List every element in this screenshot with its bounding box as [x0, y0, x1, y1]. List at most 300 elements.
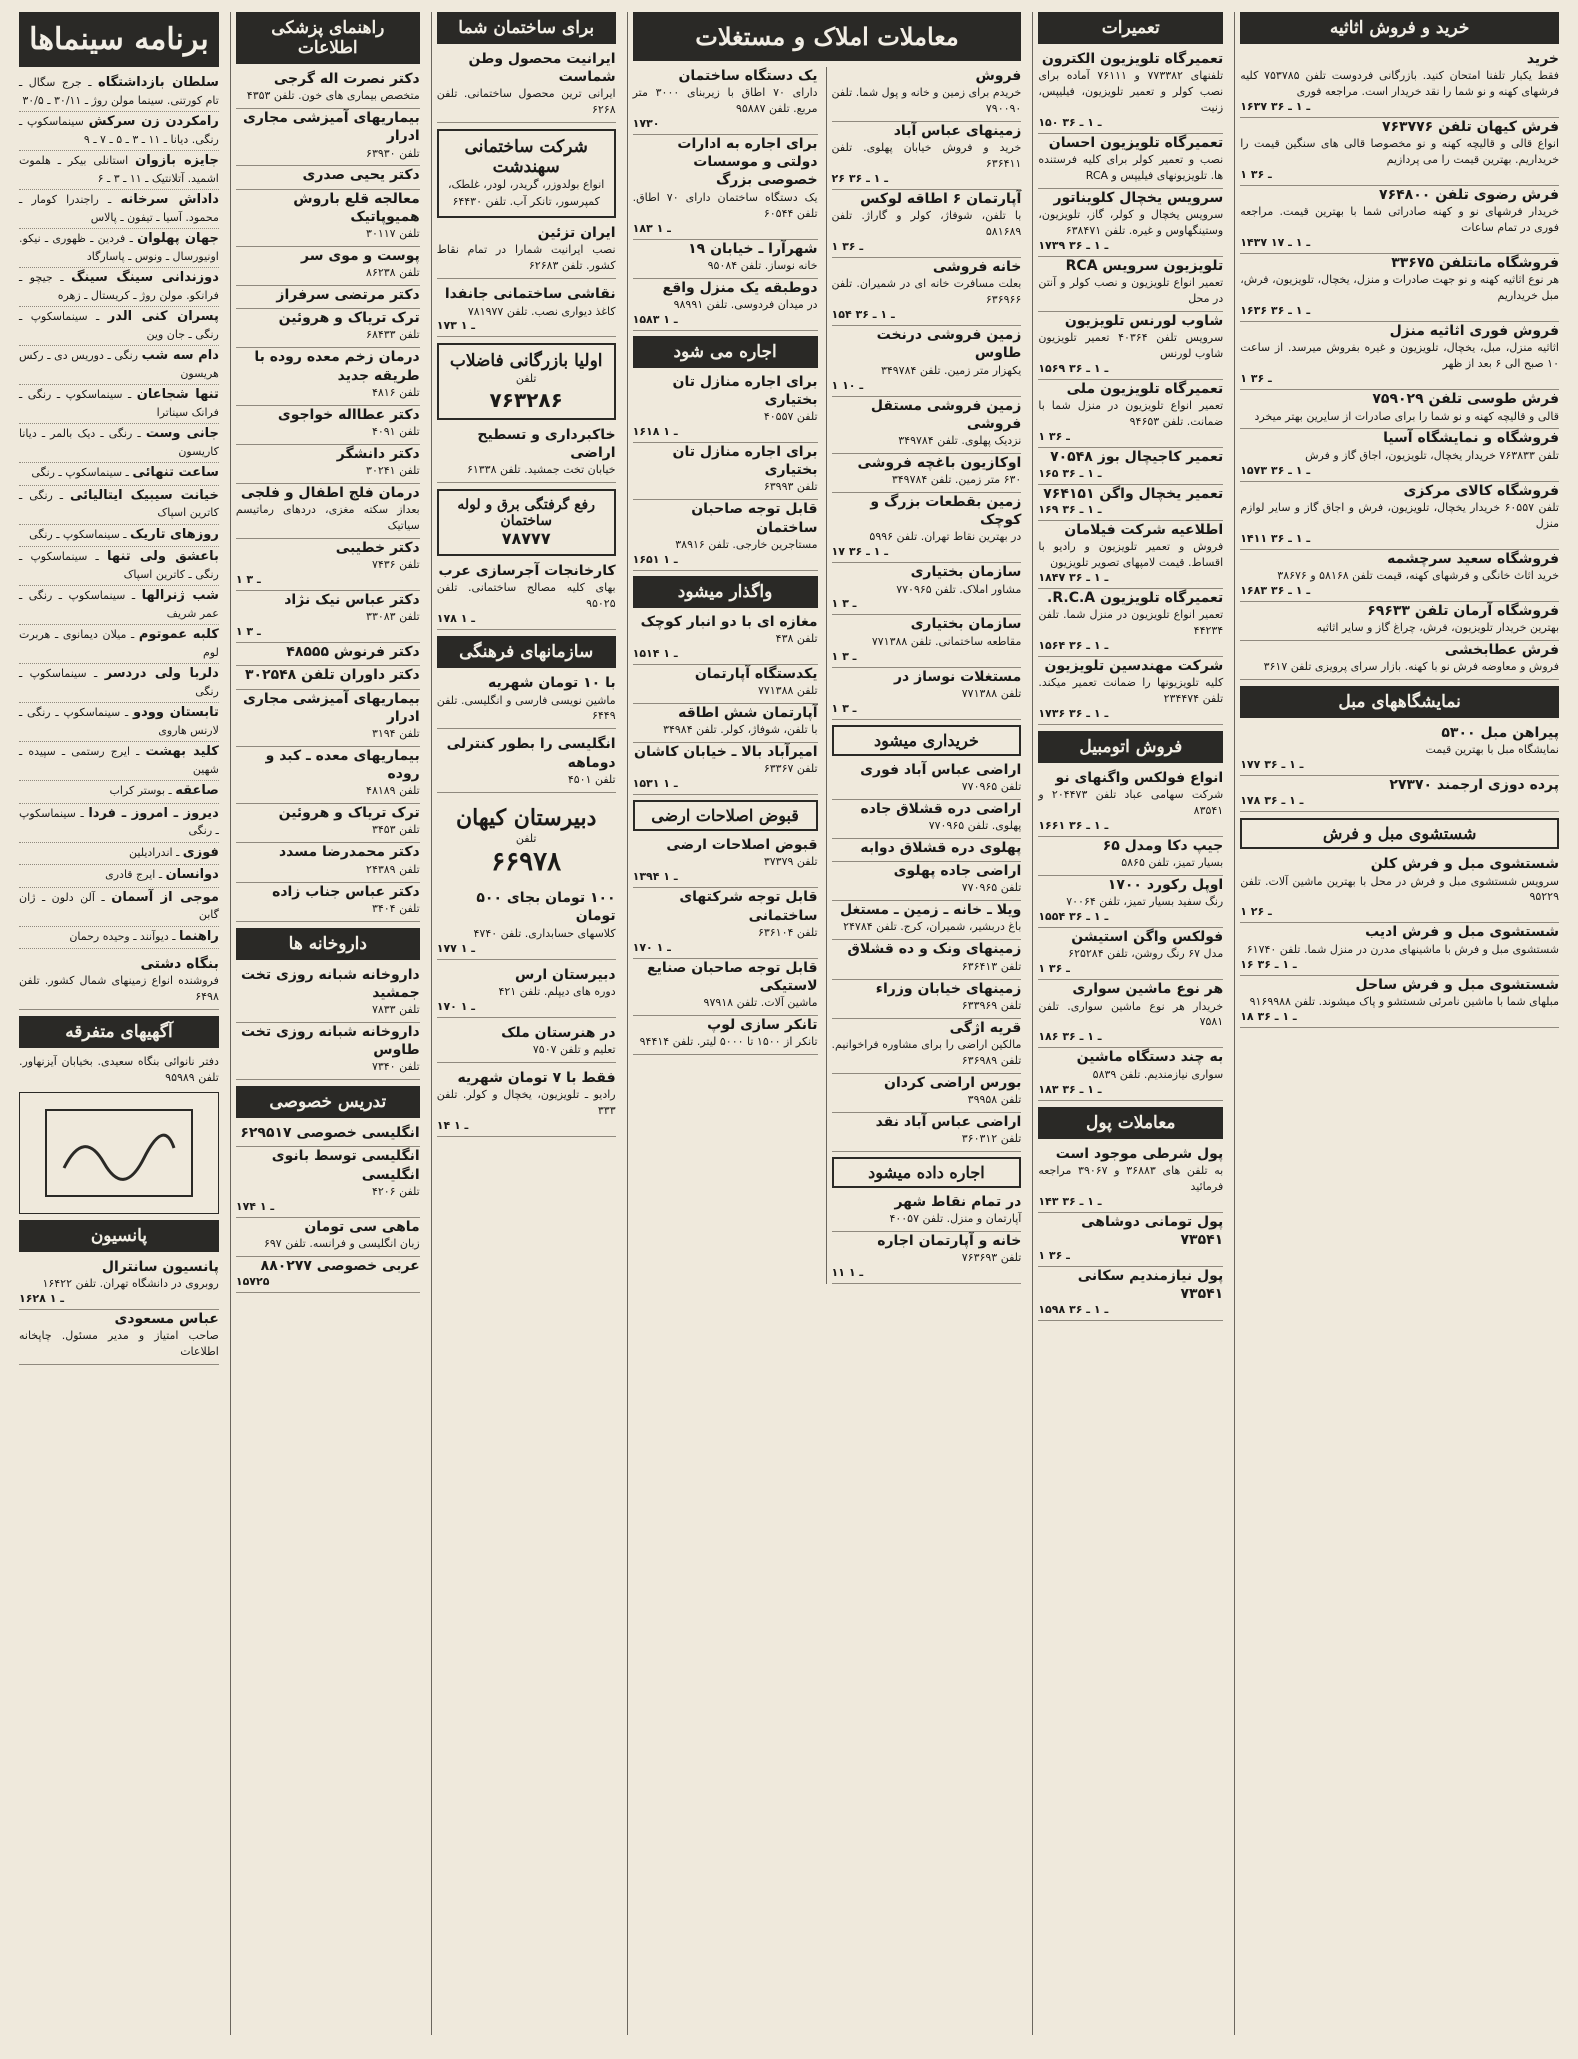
ad-text: کلاسهای حسابداری. تلفن ۴۷۴۰	[473, 926, 616, 940]
ad-code: ۱۶ ـ ۱ ـ ۳۶	[1240, 957, 1297, 971]
ad-title: سرویس یخچال کلویناتور	[1053, 190, 1224, 207]
ad-text: مشاور املاک. تلفن ۷۷۰۹۶۵	[896, 582, 1022, 596]
film-details: ـ سینماسکوپ ـ رنگی ـ فرانک سیناترا	[19, 388, 219, 419]
ad-item	[633, 1016, 818, 1055]
ad-title: پوست و موی سر	[301, 247, 420, 264]
ad-text: به تلفن های ۳۶۸۸۳ و ۳۹۰۶۷ مراجعه فرمائید	[1038, 1163, 1224, 1193]
ad-box-school	[437, 799, 616, 884]
ad-title: ایرانیت محصول وطن شماست	[468, 51, 616, 86]
ad-code: ۱۵۱۴ ـ ۱	[632, 646, 678, 660]
ad-title: شاوب لورنس تلویزیون	[1064, 313, 1224, 330]
ad-text: ماشین نویسی فارسی و انگلیسی. تلفن ۶۴۴۹	[436, 693, 616, 723]
ad-title: زمینهای خیابان وزراء	[875, 980, 1022, 997]
ad-code: ۱۶۹ ـ ۱ ـ ۳۶	[1038, 502, 1102, 516]
ad-text: فروشنده انواع زمینهای شمال کشور. تلفن ۶۴۹۸	[19, 974, 219, 1004]
ad-text: تلفن ۳۳۰۸۳	[366, 610, 420, 624]
ad-code: ۱۷ ـ ۱ ـ ۳۶	[831, 545, 888, 559]
ad-text: رنگ سفید بسیار تمیز، تلفن ۷۰۰۶۴	[1066, 895, 1224, 909]
ad-text: فروش و تعمیر تلویزیون و رادیو با اقساط. قیمت لامپهای تصویر تلویزیون	[1038, 539, 1224, 569]
ad-text: تلفن ۴۰۹۱	[371, 424, 420, 438]
ad-code: ۱۸۳ ـ ۱ ـ ۳۶	[1038, 1082, 1102, 1096]
cinema-listing	[19, 742, 219, 781]
ad-item	[633, 665, 818, 704]
ad-code: ۱۶۱۸ ـ ۱	[632, 425, 678, 439]
ad-text: سرویس تلفن ۴۰۳۶۴ تعمیر تلویزیون شاوب لورنس	[1038, 331, 1224, 361]
ad-text: تلفن ۴۲۰۶	[371, 1184, 420, 1198]
ad-item	[1038, 448, 1223, 484]
ad-item	[633, 443, 818, 500]
ads-list	[1240, 855, 1559, 1027]
ads-list	[236, 966, 420, 1081]
ad-title: شستشوی مبل و فرش ادیب	[1365, 924, 1559, 941]
ad-code: ۱۷۳۶ ـ ۱ ـ ۳۶	[1038, 706, 1109, 720]
ad-title: عباس مسعودی	[114, 1311, 219, 1328]
ad-item	[236, 643, 420, 666]
film-title: دلربا ولی دردسر	[104, 666, 219, 681]
section-header-furniture-showroom: نمایشگاههای مبل	[1240, 686, 1559, 718]
ad-title: دکتر نصرت اله گرجی	[273, 71, 420, 87]
film-title: باعشق ولی تنها	[107, 549, 219, 564]
ad-item	[832, 1074, 1022, 1113]
ad-text: دفتر نانوائی بنگاه سعیدی. بخیابان آیزنهاور. تلفن ۹۵۹۸۹	[19, 1055, 219, 1084]
ad-item	[832, 1019, 1022, 1074]
cinema-listing	[19, 229, 219, 268]
section-header-furniture: خرید و فروش اثاثیه	[1240, 12, 1559, 44]
ad-title: داروخانه شبانه روزی تخت جمشید	[240, 966, 420, 1001]
film-details: ـ جرج سگال ـ تام کورتنی. سینما مولن روژ ـ ۳۰/۱۱ ـ ۳۰/۵	[19, 76, 219, 107]
ad-code: ۱۶۲۸ ـ ۱	[19, 1292, 64, 1306]
film-title: جهان پهلوان	[137, 231, 219, 246]
real-estate-body	[633, 67, 1022, 1284]
ad-text: تلفن ۶۳۹۹۳	[763, 480, 818, 494]
ad-text: کاغذ دیواری نصب. تلفن ۷۸۱۹۷۷	[467, 304, 616, 318]
ad-title: ۱۰۰ تومان بجای ۵۰۰ تومان	[476, 890, 616, 925]
ad-text: تلفنهای ۷۷۳۳۸۲ و ۷۶۱۱۱ آماده برای نصب کولر و تعمیر تلویزیون، فیلیپس، زنیت	[1038, 69, 1224, 115]
ad-code: ۱۶۸۳ ـ ۱ ـ ۳۶	[1240, 583, 1311, 597]
film-title: جانی وست	[145, 426, 219, 441]
cinema-listing	[19, 525, 219, 548]
box-text: تلفن	[515, 831, 537, 845]
ads-list	[633, 67, 818, 331]
ad-item	[832, 493, 1022, 563]
ad-title: فروشگاه سعید سرچشمه	[1387, 550, 1559, 567]
ad-title: شستشوی مبل و فرش ساحل	[1355, 976, 1559, 993]
ad-text: بهای کلیه مصالح ساختمانی. تلفن ۹۵۰۲۵	[436, 581, 616, 611]
ad-title: دکتر فرنوش ۴۸۵۵۵	[286, 644, 420, 661]
ad-code: ۱۵۵۴ ـ ۱ ـ ۳۶	[1038, 910, 1109, 924]
ad-code: ۱۶۶۱ ـ ۱ ـ ۳۶	[1038, 818, 1109, 832]
ad-text: تلفن ۶۳۹۳۰	[366, 146, 420, 160]
ad-text: تلفن ۶۸۴۳۳	[366, 328, 420, 342]
ad-text: تلفن ۴۸۱۸۹	[366, 784, 420, 798]
ad-code: ۱۷۰ ـ ۱	[632, 940, 671, 954]
ad-text: خرید اثاث خانگی و فرشهای کهنه، قیمت تلفن ۵۸۱۶۸ و ۳۸۶۷۶	[1277, 568, 1559, 582]
section-header-tutoring: تدریس خصوصی	[236, 1086, 420, 1118]
ad-title: تعمیرگاه تلویزیون احسان	[1048, 135, 1224, 151]
ad-text: نمایشگاه مبل با بهترین قیمت	[1425, 743, 1559, 757]
ad-text: تلفن ۷۷۱۳۸۸	[757, 684, 818, 697]
ad-title: ترک تریاک و هروئین	[278, 805, 420, 822]
ad-item	[236, 247, 420, 286]
ad-item	[1240, 550, 1559, 602]
real-estate-left	[633, 67, 818, 1284]
ad-text: پهلوی. تلفن ۷۷۰۹۶۵	[928, 819, 1022, 832]
ad-item	[437, 674, 616, 729]
film-details: ـ سینماسکوپ ـ رنگی ـ لارنس هاروی	[19, 706, 219, 737]
ad-title: قابل توجه صاحبان ساختمان	[691, 501, 818, 536]
ad-text: تلفن ۳۶۰۳۱۲	[961, 1132, 1022, 1145]
ad-item	[1038, 980, 1223, 1048]
box-title: رفع گرفتگی برق و لوله ساختمان	[457, 497, 595, 530]
ad-item	[1038, 312, 1223, 380]
ad-text: نزدیک پهلوی. تلفن ۳۴۹۷۸۴	[898, 433, 1022, 447]
ad-text: خرید و فروش خیابان پهلوی. تلفن ۶۳۶۴۱۱	[831, 141, 1022, 171]
ad-code: ۱۵۹۸ ـ ۱ ـ ۳۶	[1038, 1303, 1109, 1317]
cinema-listing	[19, 385, 219, 424]
ad-code: ۱ ـ ۳	[831, 649, 857, 663]
cinema-listing	[19, 346, 219, 385]
ad-item	[437, 889, 616, 959]
film-details: ـ سینماسکوپ ـ رنگی	[31, 466, 129, 479]
ads-list	[633, 613, 818, 796]
ad-item	[832, 67, 1022, 122]
cinema-listing	[19, 307, 219, 346]
ad-text: تلفن ۷۶۳۶۹۳	[961, 1251, 1022, 1265]
ad-title: فروش فوری اثاثیه منزل	[1389, 323, 1559, 340]
ad-item	[1038, 189, 1223, 257]
ad-item	[1240, 976, 1559, 1028]
ad-code: ۱۴۳ ـ ۱ ـ ۳۶	[1038, 1194, 1102, 1208]
ad-code: ۱۸۳ ـ ۱	[632, 221, 671, 235]
ad-title: پرده دوزی ارجمند ۲۷۳۷۰	[1389, 777, 1559, 794]
ad-title: آپارتمان ۶ اطاقه لوکس	[860, 191, 1022, 208]
ad-text: مالکین اراضی را برای مشاوره فراخوانیم. تلفن ۶۳۶۹۸۹	[831, 1037, 1022, 1067]
film-details: ـ سینماسکوپ ـ رنگی ـ کاترین اسپاک	[19, 550, 219, 581]
ad-code: ۱۶۳۷ ـ ۱ ـ ۳۶	[1240, 100, 1311, 114]
section-header-auto: فروش اتومبیل	[1038, 731, 1223, 763]
film-title: فوزی	[182, 844, 219, 860]
ad-text: تلفن ۳۴۰۴	[371, 901, 420, 915]
film-details: ـ رنگی ـ دیک بالمر ـ دیانا کاریسون	[19, 427, 219, 458]
ad-title: بیماریهای معده ـ کبد و روده	[265, 747, 420, 783]
ad-item	[1038, 50, 1223, 134]
ad-item	[236, 539, 420, 591]
ad-item	[1038, 1213, 1223, 1267]
film-title: دیروز ـ امروز ـ فردا	[88, 805, 219, 821]
newspaper-logo	[19, 1092, 219, 1214]
film-details: ـ ایرج قادری	[105, 868, 163, 881]
ad-title: زمینهای ونک و ده قشلاق	[847, 941, 1022, 958]
ad-code: ۱۴۱۱ ـ ۱ ـ ۳۶	[1240, 531, 1311, 545]
ad-text: دارای ۷۰ اطاق با زیربنای ۳۰۰۰ متر مربع. تلفن ۹۵۸۸۷	[632, 86, 818, 116]
ad-code: ۱۷۸ ـ ۱	[436, 612, 476, 626]
ad-item	[633, 240, 818, 279]
column-medical	[230, 12, 425, 2035]
ad-title: اوپل رکورد ۱۷۰۰	[1107, 877, 1224, 894]
ad-text: تلفن ۶۰۵۵۷ خریدار یخچال، تلویزیون، فرش و اجاق گاز و سایر لوازم منزل	[1240, 500, 1559, 530]
ad-title: تعمیرگاه تلویزیون ملی	[1066, 381, 1224, 398]
ad-item	[633, 500, 818, 570]
ad-title: دوطبقه یک منزل واقع	[662, 279, 818, 296]
box-title: دبیرستان کیهان	[455, 804, 597, 831]
ad-title: پانسیون سانترال	[101, 1258, 219, 1275]
ad-text: مبلهای شما با ماشین نامرئی شستشو و پاک میشوند. تلفن ۹۱۶۹۹۸۸	[1249, 994, 1559, 1008]
ad-text: نصب و تعمیر کولر برای کلیه فرستنده ها. تلویزیونهای فیلیپس و RCA	[1038, 153, 1224, 183]
ad-text: تلفن ۳۹۹۵۸	[967, 1092, 1022, 1106]
film-title: سلطان بازداشتگاه	[98, 75, 219, 90]
ad-text: تعمیر انواع تلویزیون در منزل شما. تلفن ۴۴۲۳۴	[1038, 607, 1224, 637]
ad-title: شرکت مهندسین تلویزیون	[1044, 657, 1224, 674]
ad-text: تلفن ۷۳۴۰	[371, 1060, 420, 1074]
ads-list	[236, 70, 420, 922]
ad-title: پول شرطی موجود است	[1055, 1145, 1224, 1162]
ad-title: فروشگاه مانتلفن ۳۳۶۷۵	[1391, 255, 1559, 272]
ad-item	[1038, 134, 1223, 189]
ad-item	[437, 50, 616, 123]
ad-text: سرویس شستشوی مبل و فرش در محل با بهترین ماشین آلات. تلفن ۹۵۲۲۹	[1240, 874, 1559, 904]
ad-text: دوره های دیپلم. تلفن ۴۲۱	[498, 984, 616, 998]
ad-title: انگلیسی خصوصی ۶۲۹۵۱۷	[240, 1125, 420, 1142]
ad-code: ۱ ـ ۳	[831, 701, 857, 715]
ad-item	[1240, 429, 1559, 481]
film-details: ـ ایرج رستمی ـ سپیده ـ شهین	[19, 745, 219, 776]
ad-item	[1240, 254, 1559, 322]
ad-code: ۱۵۴ ـ ۱ ـ ۳۶	[831, 308, 895, 322]
ad-text: ایرانی ترین محصول ساختمانی. تلفن ۶۲۶۸	[436, 87, 616, 117]
ad-item	[1240, 855, 1559, 923]
box-phone: ۷۶۳۲۸۶	[489, 387, 563, 412]
cinema-listing	[19, 151, 219, 190]
ad-item	[236, 804, 420, 843]
ad-text: کلیه تلویزیونها را ضمانت تعمیر میکند. تلفن ۲۳۴۴۷۴	[1038, 676, 1224, 705]
film-details: ـ جیچو ـ فرانکو. مولن روژ ـ کریستال ـ زهره	[19, 271, 219, 302]
ad-item	[1038, 1267, 1223, 1321]
ad-text: ۶۳۰ متر زمین. تلفن ۳۴۹۷۸۴	[891, 473, 1022, 487]
ad-code: ۱۷۳۹ ـ ۱ ـ ۳۶	[1038, 239, 1109, 253]
ad-text: باغ دربشیر، شمیران، کرج. تلفن ۲۴۷۸۴	[843, 920, 1022, 934]
ad-title: فرش عطابخشی	[1444, 641, 1559, 658]
ad-text: هر نوع اثاثیه کهنه و نو جهت صادرات و منزل، یخچال، تلویزیون، فرش، مبل خریداریم	[1240, 273, 1559, 303]
section-header-money: معاملات پول	[1038, 1107, 1223, 1139]
ad-code: ۱ ـ ۳	[831, 597, 857, 611]
cinema-listing	[19, 664, 219, 703]
ad-text: سرویس یخچال و کولر، گاز، تلویزیون، وستینگهاوس و غیره. تلفن ۶۳۸۴۷۱	[1038, 208, 1224, 238]
ad-code: ۱۶۵۱ ـ ۱	[632, 552, 678, 566]
ad-item	[832, 122, 1022, 190]
ad-item	[437, 1024, 616, 1063]
ad-title: خرید	[1526, 51, 1559, 67]
film-details: ـ سینماسکوپ ـ رنگی	[19, 667, 219, 698]
ad-title: پول تومانی دوشاهی ۷۳۵۴۱	[1081, 1213, 1224, 1248]
ad-title: اراضی عباس آباد فوری	[860, 761, 1022, 778]
ad-title: دکتر خطیبی	[335, 540, 420, 556]
ad-title: دکتر عباس جناب زاده	[272, 883, 420, 900]
ad-box-company	[437, 129, 616, 218]
ad-title: تلویزیون سرویس RCA	[1065, 258, 1224, 275]
ad-item	[236, 190, 420, 247]
ad-item	[236, 484, 420, 539]
ad-item	[1038, 837, 1223, 876]
film-title: پسران کنی الدر	[107, 309, 219, 324]
ad-title: پهلوی دره قشلاق دوابه	[860, 839, 1022, 856]
ad-code: ۱۷۷ ـ ۱ ـ ۳۶	[1240, 758, 1304, 772]
ad-title: مغازه ای با دو انبار کوچک	[640, 613, 818, 630]
ad-text: در بهترین نقاط تهران. تلفن ۵۹۹۶	[869, 530, 1022, 544]
ads-list	[633, 836, 818, 1055]
ad-text: تلفن ۳۰۱۱۷	[366, 227, 420, 240]
ad-text: مستاجرین خارجی. تلفن ۳۸۹۱۶	[675, 537, 818, 551]
ad-title: فقط با ۷ تومان شهریه	[457, 1069, 616, 1086]
cinema-listing	[19, 424, 219, 463]
film-title: موجی از آسمان	[111, 889, 219, 905]
ad-text: روبروی در دانشگاه تهران. تلفن ۱۶۴۲۲	[42, 1277, 219, 1291]
ad-title: تانکر سازی لوپ	[707, 1016, 818, 1033]
ad-text: صاحب امتیاز و مدیر مسئول. چاپخانه اطلاعات	[19, 1329, 219, 1359]
box-phone: ۷۸۷۷۷	[501, 529, 551, 549]
ads-list	[236, 1124, 420, 1293]
ad-code: ۱ ـ ۳۶	[1038, 962, 1070, 976]
ads-list	[832, 1193, 1022, 1284]
ad-title: اوکازیون باغچه فروشی	[857, 454, 1022, 471]
film-details: ـ فردین ـ ظهوری ـ نیکو. اونیورسال ـ ونوس ـ پاسارگاد	[19, 232, 219, 263]
film-details: ـ اندرادیلین	[129, 845, 180, 859]
ad-code: ۱۷۳ ـ ۱	[436, 319, 476, 333]
ad-item	[832, 761, 1022, 800]
box-title: شرکت ساختمانی سهندشت	[464, 137, 588, 178]
ad-title: خانه فروشی	[932, 259, 1022, 276]
ad-code: ۱ ـ ۳۶	[1240, 372, 1272, 386]
ad-item	[1038, 876, 1223, 928]
ad-code: ۱۵۷۲۵	[235, 1275, 270, 1289]
film-title: شب ژنرالها	[141, 588, 219, 603]
ad-title: ویلا ـ خانه ـ زمین ـ مستغل	[839, 902, 1022, 919]
ad-title: زمین بقطعات بزرگ و کوچک	[870, 494, 1022, 529]
cinema-listing	[19, 843, 219, 866]
film-details: ـ رنگی ـ کاترین اسپاک	[19, 488, 219, 519]
ad-title: آپارتمان شش اطاقه	[678, 704, 818, 721]
film-details: سینماسکوپ ـ رنگی. دیانا ـ ۱۱ ـ ۳ ـ ۵ ـ ۷ ـ ۹	[19, 115, 219, 146]
ad-code: ۱۸ ـ ۱ ـ ۳۶	[1240, 1009, 1297, 1023]
ad-item	[633, 613, 818, 665]
ad-item	[437, 426, 616, 483]
ad-title: دکتر محمدرضا مسدد	[278, 844, 420, 861]
ad-text: مقاطعه ساختمانی. تلفن ۷۷۱۳۸۸	[871, 634, 1022, 648]
ad-title: فولکس واگن استیشن	[1071, 929, 1224, 946]
ad-title: ایران تزئین	[537, 225, 616, 242]
ad-text: تلفن ۳۱۹۴	[371, 727, 420, 740]
ad-item	[1038, 485, 1223, 521]
ad-item	[633, 743, 818, 795]
ad-title: دکتر یحیی صدری	[302, 167, 420, 184]
ad-item	[832, 901, 1022, 940]
film-title: جایزه بازوان	[135, 153, 219, 168]
ad-title: اراضی دره قشلاق جاده	[860, 800, 1022, 817]
cinema-list	[19, 73, 219, 949]
ad-title: دکتر عباس نیک نژاد	[284, 592, 420, 609]
film-details: رنگی ـ دوریس دی ـ رکس هریسون	[19, 349, 219, 380]
ad-title: اراضی عباس آباد نقد	[875, 1113, 1022, 1130]
real-estate-right	[826, 67, 1022, 1284]
ad-box-sewage	[437, 343, 616, 420]
ad-text: تلفن ۷۷۰۹۶۵	[961, 881, 1022, 895]
ad-item	[1240, 776, 1559, 812]
ad-code: ۱۸۶ ـ ۱ ـ ۳۶	[1038, 1030, 1102, 1044]
ad-title: در هنرستان ملک	[501, 1024, 616, 1041]
ad-item	[1240, 390, 1559, 429]
ads-list	[633, 373, 818, 571]
ads-list	[1038, 1145, 1223, 1322]
ad-text: تلفن ۴۵۰۱	[567, 772, 616, 786]
section-header-rent-wanted: اجاره می شود	[633, 336, 818, 368]
ad-text: بعلت مسافرت خانه ای در شمیران. تلفن ۶۳۶۹۶۶	[831, 277, 1022, 307]
ad-item	[236, 1147, 420, 1217]
ad-title: زمین فروشی درنخت طاوس	[876, 327, 1022, 362]
ad-title: تعمیر یخچال واگن ۷۶۴۱۵۱	[1043, 485, 1224, 502]
ad-title: تعمیرگاه تلویزیون الکترون	[1041, 51, 1224, 67]
ad-item	[236, 406, 420, 445]
ad-item	[236, 166, 420, 189]
ad-item	[832, 862, 1022, 901]
ad-title: زمین فروشی مستقل فروشی	[870, 397, 1022, 432]
newspaper-page	[14, 12, 1564, 2035]
ad-text: آپارتمان و منزل. تلفن ۴۰۰۵۷	[889, 1212, 1022, 1226]
ad-item	[633, 67, 818, 135]
film-title: تابستان وودو	[133, 705, 219, 720]
ad-item	[19, 1258, 219, 1310]
ad-code: ۱ ـ ۳۶	[1038, 430, 1070, 444]
ad-title: با ۱۰ تومان شهریه	[488, 675, 616, 692]
ad-code: ۱۵۷۳ ـ ۱ ـ ۳۶	[1240, 463, 1311, 477]
ad-title: فرش طوسی تلفن ۷۵۹۰۲۹	[1372, 391, 1559, 408]
ad-code: ۱۶۵ ـ ۱ ـ ۳۶	[1038, 466, 1102, 480]
ad-title: برای اجاره منازل تان بختیاری	[672, 373, 818, 408]
ad-title: اراضی جاده پهلوی	[893, 863, 1022, 880]
ad-item	[832, 980, 1022, 1019]
cinema-listing	[19, 586, 219, 625]
ad-title: قابل توجه صاحبان صنایع لاستیکی	[647, 959, 818, 994]
film-details: ـ راجندرا کومار ـ محمود. آسیا ـ تیفون ـ پالاس	[19, 193, 219, 224]
ad-text: تلفن ۷۸۳۳	[371, 1003, 420, 1016]
ad-title: پیراهن مبل ۵۳۰۰	[1441, 725, 1559, 741]
ad-code: ۱ ـ ۳۶	[831, 240, 864, 254]
cinema-listing	[19, 703, 219, 742]
ad-text: خیابان تخت جمشید. تلفن ۶۱۳۳۸	[466, 463, 616, 477]
ad-text: تلفن ۶۳۳۶۷	[763, 762, 818, 776]
ad-text: شرکت سهامی عباد تلفن ۲۰۴۴۷۳ و ۸۳۵۴۱	[1038, 788, 1224, 817]
ad-text: ماشین آلات. تلفن ۹۷۹۱۸	[703, 996, 818, 1009]
ad-item	[437, 224, 616, 279]
ad-item	[1240, 118, 1559, 186]
ad-item	[832, 839, 1022, 862]
section-header-wash: شستشوی مبل و فرش	[1240, 818, 1559, 849]
ad-text: خریدار هر نوع ماشین سواری. تلفن ۷۵۸۱	[1038, 999, 1224, 1029]
film-details: ـ سینماسکوپ ـ رنگی ـ عمر شریف	[19, 589, 219, 620]
ad-item	[832, 940, 1022, 979]
ad-item	[236, 843, 420, 882]
ad-title: اطلاعیه شرکت فیلامان	[1064, 521, 1224, 538]
ad-item	[1038, 657, 1223, 725]
ad-text: بهترین خریدار تلویزیون، فرش، چراغ گاز و سایر اثاثیه	[1316, 620, 1559, 634]
ad-code: ۲۶ ـ ۱ ـ ۳۶	[831, 172, 888, 186]
ad-text: بسیار تمیز، تلفن ۵۸۶۵	[1121, 856, 1224, 870]
ad-text: تلفن ۸۶۲۳۸	[366, 266, 420, 280]
ad-item	[437, 966, 616, 1018]
ad-title: انگلیسی را بطور کنترلی دوماهه	[446, 736, 616, 771]
ad-title: قبوض اصلاحات ارضی	[666, 837, 818, 854]
ad-text: شستشوی مبل و فرش با ماشینهای مدرن در منزل شما. تلفن ۶۱۷۴۰	[1246, 942, 1559, 956]
ad-text: تلفن ۳۰۲۴۱	[366, 464, 420, 477]
ad-code: ۱۱ ـ ۱	[831, 1266, 864, 1280]
